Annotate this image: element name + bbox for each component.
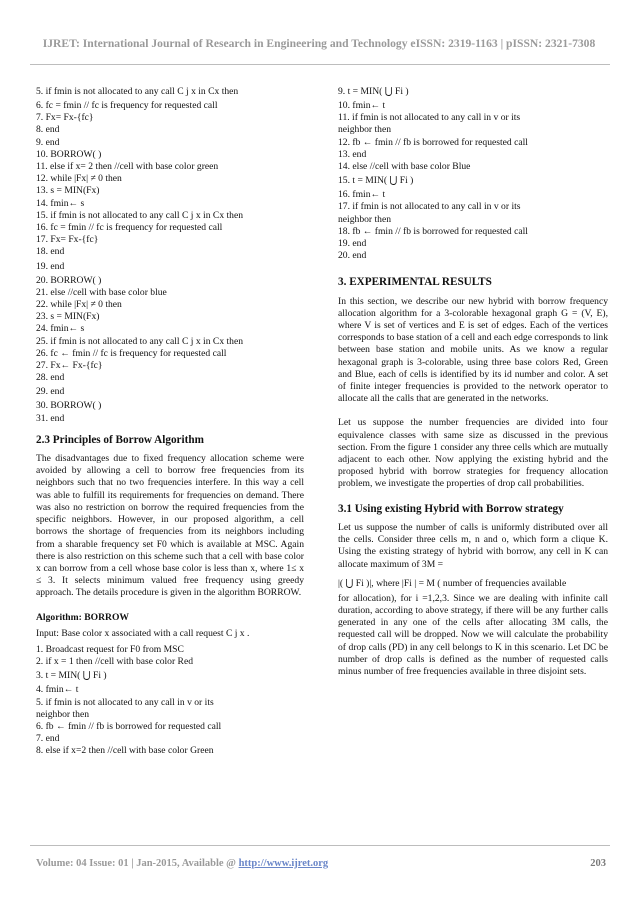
algo-left-line: 8. end: [36, 124, 60, 136]
algo-right-line: 12. fb ← fmin // fb is borrowed for requested call: [338, 136, 528, 148]
borrow-algo-continuation: [36, 84, 304, 425]
algo-left-line: 9. end: [36, 136, 60, 148]
algo-right-line: 19. end: [338, 238, 367, 250]
algo-left-line: 24. fmin← s: [36, 323, 85, 335]
algo-left-line: 7. Fx= Fx-{fc}: [36, 112, 94, 124]
algo-left-line: 12. while |Fx| ≠ 0 then: [36, 173, 122, 185]
algo-right-line: 18. fb ← fmin // fb is borrowed for requested call: [338, 225, 528, 237]
journal-footer: [36, 858, 606, 869]
section-3-1-paragraph-a: Let us suppose the number of calls is uniformly distributed over all the cells. Consider three cells m, n and o, which form a clique K. Using the existing strategy of hybrid with borrow, any cell in K can allocate maximum of 3M =: [338, 521, 608, 570]
algo-left-line: 21. else //cell with base color blue: [36, 286, 167, 298]
algo-right-line: neighbor then: [338, 213, 392, 225]
algo-borrow-line: neighbor then: [36, 708, 90, 720]
algo-borrow-line: 2. if x = 1 then //cell with base color Red: [36, 656, 194, 668]
algo-left-line: 19. end: [36, 260, 65, 272]
algo-right-line: 11. if fmin is not allocated to any call in v or its: [338, 112, 521, 124]
algo-left-line: 26. fc ← fmin // fc is frequency for requested call: [36, 347, 227, 359]
algo-left-line: 6. fc = fmin // fc is frequency for requested call: [36, 100, 218, 111]
header-rule: [30, 64, 610, 65]
algo-left-line: 20. BORROW( ): [36, 274, 102, 286]
algo-left-line: 22. while |Fx| ≠ 0 then: [36, 299, 122, 311]
algo-right-line: 10. fmin← t: [338, 100, 386, 111]
section-3-paragraph-1: In this section, we describe our new hybrid with borrow frequency allocation algorithm for a 3-colorable hexagonal graph G = (V, E), where V is set of vertices and E is set of edges. Each of the vertices corresponds to base station of a cell and each edge corresponds to link between base station and mobile units. As we know a regular hexagonal graph is 3-colorable, using three base colors Red, Green and Blue, each of cells is identified by its id number and color. A set of finite integer frequencies is provided to the network operator to allocate all the calls that are generated in the networks.: [338, 295, 608, 405]
algo-right-line: 16. fmin← t: [338, 189, 386, 201]
algo-borrow-line: 6. fb ← fmin // fb is borrowed for requested call: [36, 720, 222, 732]
section-3-1-paragraph-b: |( ⋃ Fi )|, where |Fi | = M ( number of frequencies available: [338, 577, 567, 589]
algo-borrow-line: 4. fmin← t: [36, 684, 79, 696]
algo-left-line: 16. fc = fmin // fc is frequency for requested call: [36, 222, 223, 234]
section-2-3-title: 2.3 Principles of Borrow Algorithm: [36, 433, 204, 446]
algo-right-line: 17. if fmin is not allocated to any call in v or its: [338, 201, 521, 213]
algo-left-line: 5. if fmin is not allocated to any call C j x in Cx then: [36, 86, 239, 97]
algo-right-line: 14. else //cell with base color Blue: [338, 161, 471, 173]
algo-left-line: 15. if fmin is not allocated to any call C j x in Cx then: [36, 209, 244, 221]
algorithm-input: Input: Base color x associated with a call request C j x .: [36, 627, 250, 639]
algo-left-line: 11. else if x= 2 then //cell with base color green: [36, 161, 219, 173]
algorithm-title: Algorithm: BORROW: [36, 611, 130, 623]
borrow-algo-right-lines: [338, 84, 608, 262]
algo-left-line: 27. Fx← Fx-{fc}: [36, 360, 103, 372]
algo-left-line: 29. end: [36, 386, 65, 398]
footer-journal-link[interactable]: http://www.ijret.org: [238, 858, 329, 869]
algo-left-line: 23. s = MIN(Fx): [36, 311, 100, 323]
algo-borrow-line: 8. else if x=2 then //cell with base color Green: [36, 745, 214, 757]
footer-volume-text: Volume: 04 Issue: 01 | Jan-2015, Available @: [36, 858, 239, 869]
section-3-title: 3. EXPERIMENTAL RESULTS: [338, 276, 492, 289]
algo-left-line: 10. BORROW( ): [36, 148, 102, 160]
section-3-paragraph-2: Let us suppose the number frequencies are divided into four equivalence classes with same size as discussed in the previous section. From the figure 1 consider any three cells which are mutually adjacent to each other. Now applying the existing hybrid and the proposed hybrid with borrow strategies for frequency allocation problem, we investigate the properties of drop call probabilities.: [338, 417, 608, 490]
algo-left-line: 31. end: [36, 412, 65, 424]
algo-right-line: 20. end: [338, 250, 367, 262]
algo-borrow-line: 7. end: [36, 733, 60, 745]
algo-borrow-line: 1. Broadcast request for F0 from MSC: [36, 643, 184, 655]
journal-header: IJRET: International Journal of Research in Engineering and Technology eISSN: 2319-1163 | pISSN: 2321-7308: [42, 37, 596, 50]
algo-right-line: 9. t = MIN( ⋃ Fi ): [338, 86, 409, 97]
algo-left-line: 18. end: [36, 246, 65, 258]
algo-borrow-line: 3. t = MIN( ⋃ Fi ): [36, 670, 107, 682]
algo-left-line: 13. s = MIN(Fx): [36, 185, 100, 197]
algo-left-line: 28. end: [36, 372, 65, 384]
borrow-algo-lines: [36, 644, 304, 758]
algo-left-line: 14. fmin← s: [36, 197, 85, 209]
left-column: [36, 84, 304, 758]
algo-right-line: neighbor then: [338, 124, 392, 136]
section-3-1-paragraph-c: for allocation), for i =1,2,3. Since we are dealing with infinite call duration, according to above strategy, if there will be any further calls generated in any one of the cells after allocating 3M calls, the requested call will be dropped. Now we will calculate the probability of drop calls (PD) in any cell belongs to K in this scenario. Let DC be number of drop calls is defined as the number of requested calls minus number of free frequencies available in three disjoint sets.: [338, 592, 608, 677]
footer-rule: [30, 845, 610, 846]
algo-left-line: 30. BORROW( ): [36, 400, 102, 412]
algo-left-line: 25. if fmin is not allocated to any call C j x in Cx then: [36, 335, 244, 347]
algo-right-line: 13. end: [338, 148, 367, 160]
algo-right-line: 15. t = MIN( ⋃ Fi ): [338, 175, 414, 187]
right-column: [338, 84, 608, 678]
algo-borrow-line: 5. if fmin is not allocated to any call in v or its: [36, 696, 214, 708]
page-number: 203: [590, 858, 606, 869]
section-2-3-paragraph: The disadvantages due to fixed frequency allocation scheme were avoided by allowing a cell to borrow free frequencies from its neighbors such that no two frequencies interfere. In this way a cell was able to fulfill its requirements for frequencies on demand. There was also no restriction on borrow the required frequencies from the specific neighbors. However, in our proposed algorithm, a cell borrows the shortage of frequencies from its neighbors including from a sharable frequency set F0 which is available at MSC. Again there is also restriction on this scheme such that a cell with base color x can borrow from a cell whose base color is less than x, where 1≤ x ≤ 3. It selects minimum valued free frequency using greedy approach. The details procedure is given in the algorithm BORROW.: [36, 453, 304, 599]
section-3-1-title: 3.1 Using existing Hybrid with Borrow strategy: [338, 502, 564, 515]
algo-left-line: 17. Fx= Fx-{fc}: [36, 234, 99, 246]
